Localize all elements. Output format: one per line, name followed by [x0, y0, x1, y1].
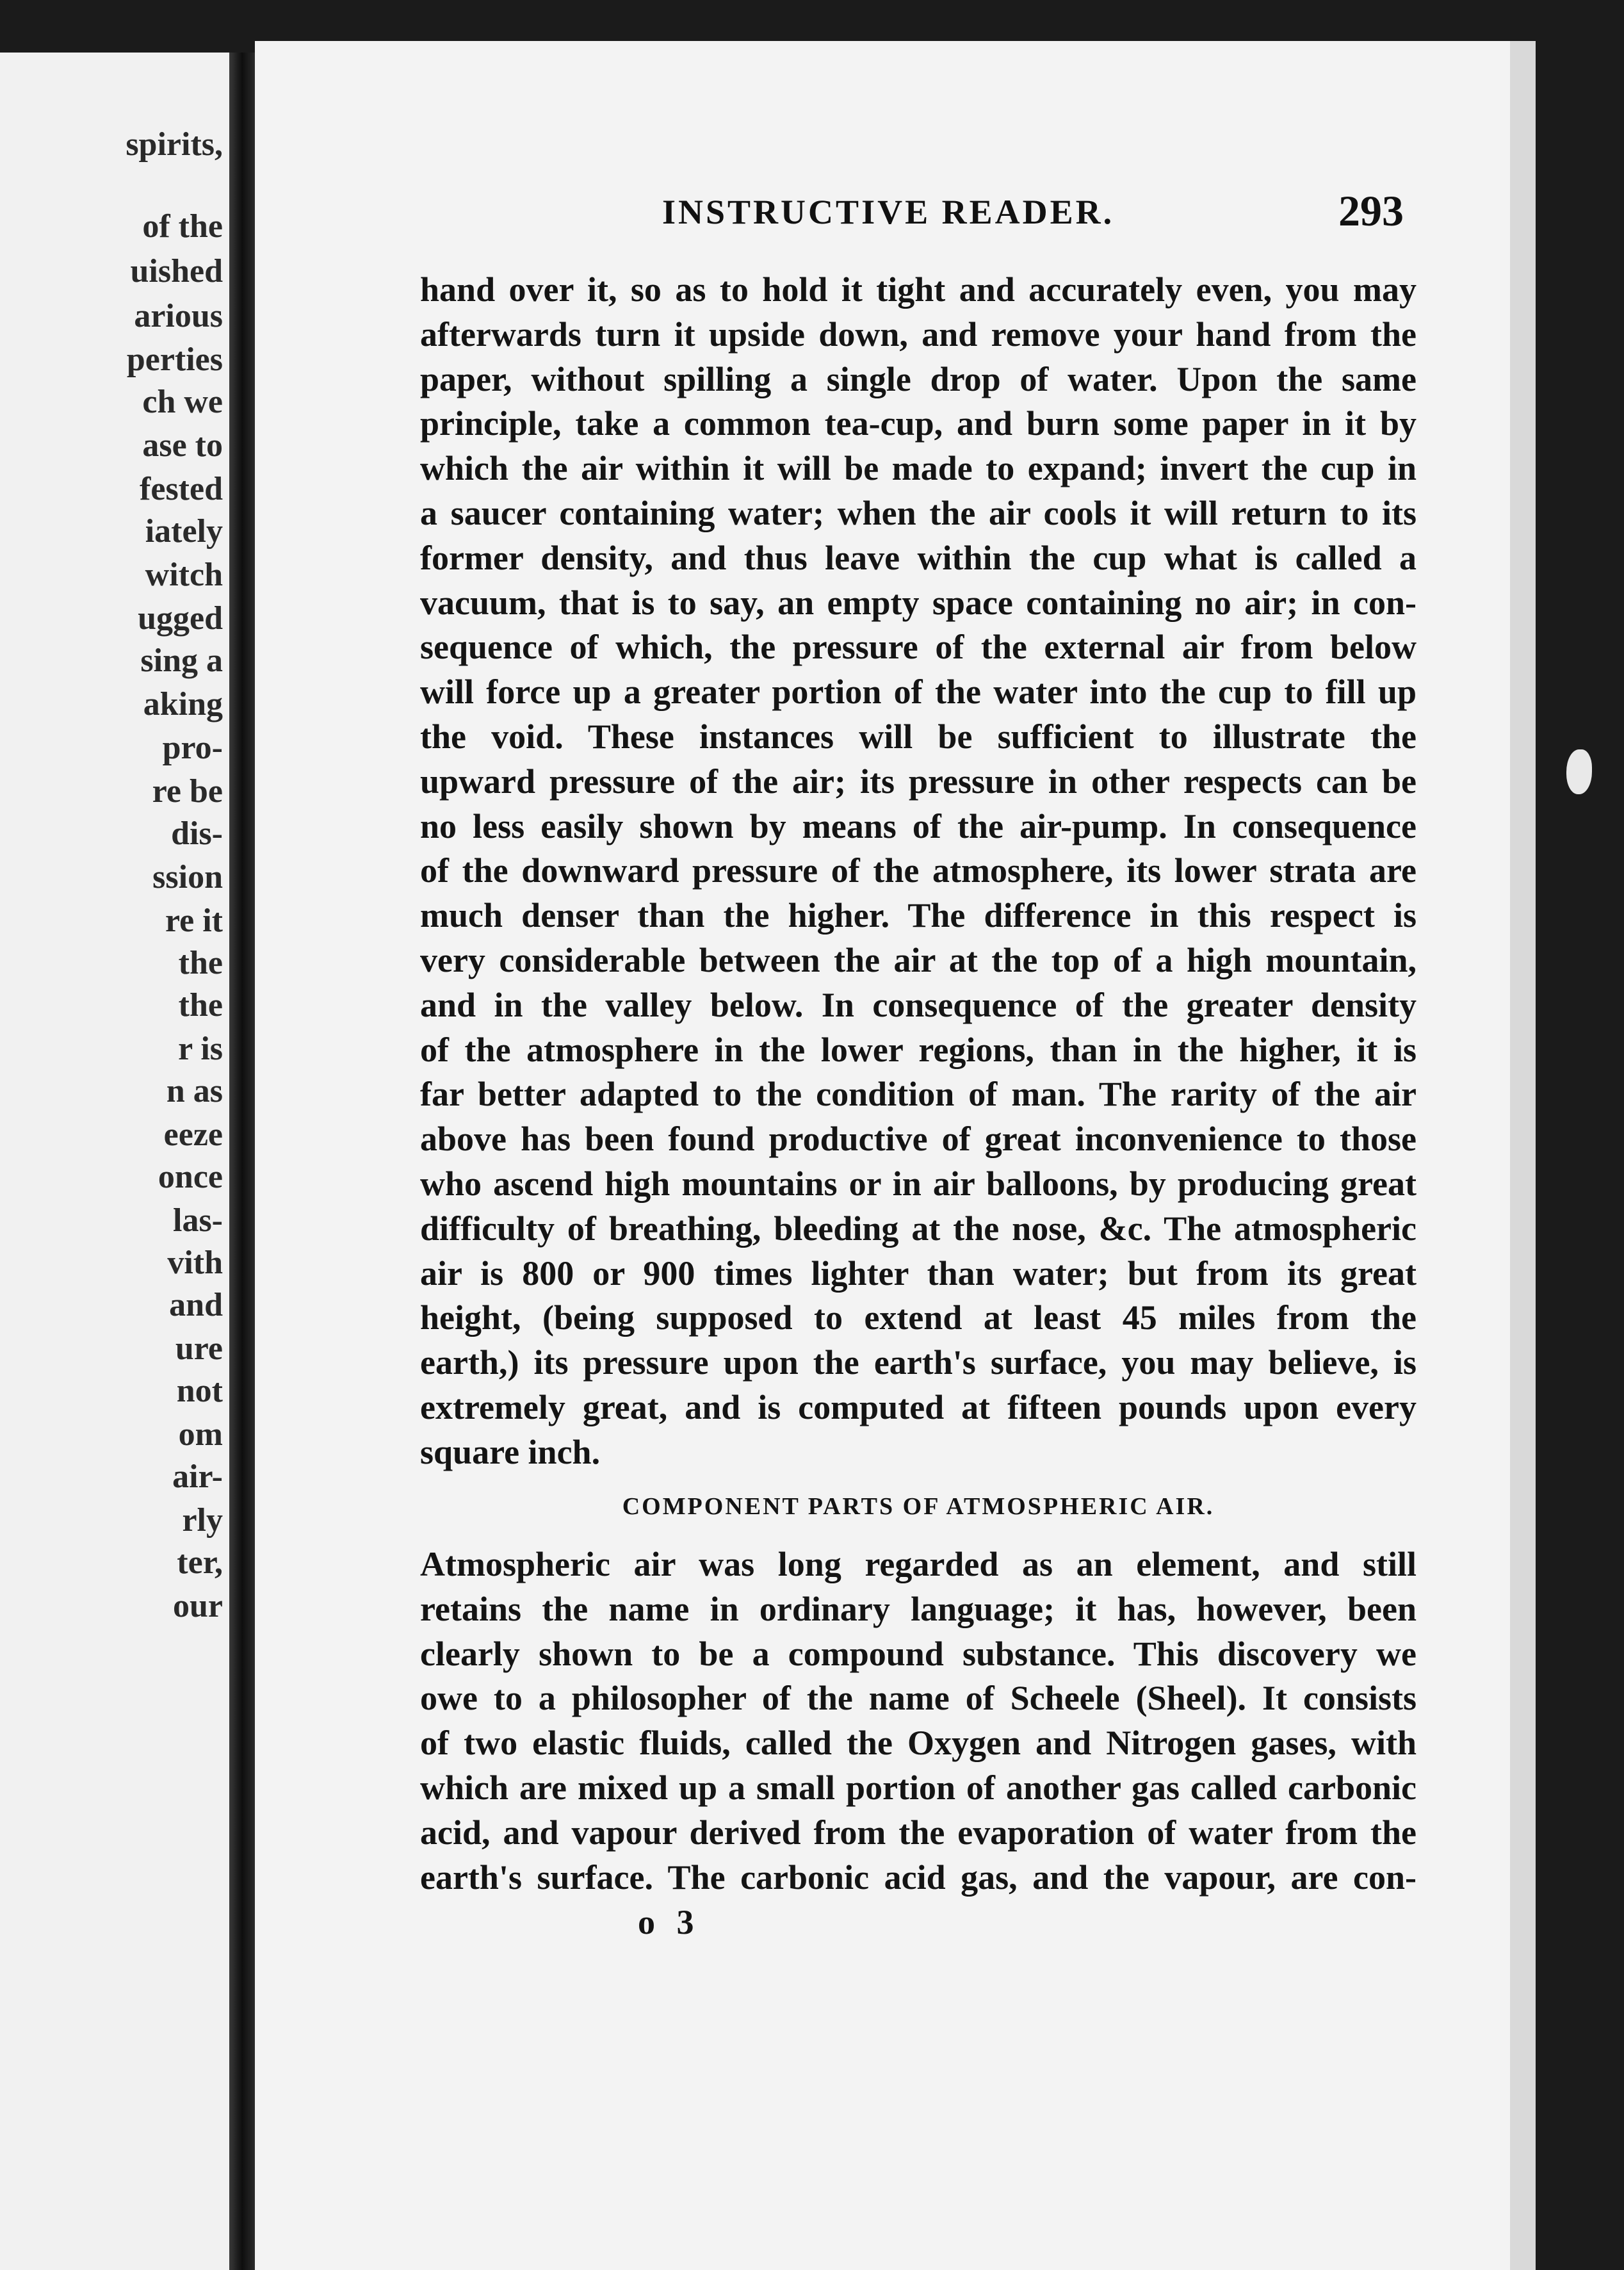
left-facing-page — [0, 53, 229, 2270]
text-line: much denser than the higher. The difference in this respect is — [420, 896, 1417, 935]
text-line: a saucer containing water; when the air cools it will return to its — [420, 493, 1417, 532]
left-page-fragment: our — [173, 1588, 223, 1624]
left-page-fragment: ch we — [142, 384, 223, 420]
left-page-fragment: fested — [140, 471, 223, 507]
text-line: upward pressure of the air; its pressure in other respects can be — [420, 762, 1417, 801]
left-page-fragment: once — [158, 1159, 223, 1195]
page-number: 293 — [1338, 186, 1404, 235]
text-line: vacuum, that is to say, an empty space containing no air; in con- — [420, 583, 1417, 622]
left-page-fragment: eeze — [163, 1116, 223, 1153]
text-line: height, (being supposed to extend at least 45 miles from the — [420, 1298, 1417, 1337]
text-line: Atmospheric air was long regarded as an element, and still — [420, 1545, 1417, 1583]
text-line: owe to a philosopher of the name of Scheele (Sheel). It consists — [420, 1679, 1417, 1718]
text-line: air is 800 or 900 times lighter than water; but from its great — [420, 1253, 1417, 1293]
left-page-fragment: pro- — [162, 730, 223, 766]
left-page-fragment: ugged — [138, 600, 223, 637]
text-line: very considerable between the air at the top of a high mountain, — [420, 940, 1417, 979]
text-line: afterwards turn it upside down, and remove your hand from the — [420, 314, 1417, 354]
left-page-fragment: ase to — [142, 427, 223, 464]
left-page-fragment: n as — [166, 1073, 223, 1109]
text-line: and in the valley below. In consequence of the greater density — [420, 985, 1417, 1024]
book-gutter — [229, 53, 255, 2270]
text-line: principle, take a common tea-cup, and burn some paper in it by — [420, 404, 1417, 443]
paragraph-pressure — [420, 268, 1417, 1475]
running-header: INSTRUCTIVE READER. — [662, 193, 1115, 231]
left-page-fragment: sing a — [140, 642, 223, 679]
left-page-fragment: om — [178, 1416, 223, 1453]
paper-blemish — [1566, 749, 1592, 794]
left-page-fragment: iately — [145, 513, 223, 550]
left-page-fragment: the — [178, 987, 223, 1024]
left-page-fragment: of the — [142, 208, 223, 245]
text-line: difficulty of breathing, bleeding at the nose, &c. The atmospheric — [420, 1209, 1417, 1248]
text-line: paper, without spilling a single drop of water. Upon the same — [420, 359, 1417, 398]
signature-mark: o 3 — [638, 1903, 701, 1941]
left-page-fragment: air- — [172, 1458, 223, 1495]
left-page-fragment: r is — [178, 1031, 223, 1067]
text-line: square inch. — [420, 1432, 601, 1471]
text-line: will force up a greater portion of the water into the cup to fill up — [420, 673, 1417, 712]
paragraph-components — [420, 1542, 1417, 1900]
text-line: retains the name in ordinary language; it has, however, been — [420, 1589, 1417, 1628]
text-line: earth's surface. The carbonic acid gas, and the vapour, are con- — [420, 1858, 1417, 1897]
left-page-fragment: vith — [167, 1245, 223, 1281]
left-page-fragment: rly — [182, 1502, 223, 1539]
left-page-fragment: ter, — [177, 1544, 223, 1581]
left-page-fragment: the — [178, 945, 223, 981]
text-line: acid, and vapour derived from the evaporation of water from the — [420, 1813, 1417, 1852]
left-page-fragment: aking — [143, 686, 223, 723]
text-line: no less easily shown by means of the air-pump. In consequence — [420, 806, 1417, 845]
text-line: of the atmosphere in the lower regions, than in the higher, it is — [420, 1030, 1417, 1069]
left-page-fragment: spirits, — [126, 126, 223, 163]
left-page-fragment: dis- — [171, 815, 223, 852]
section-heading: COMPONENT PARTS OF ATMOSPHERIC AIR. — [622, 1493, 1215, 1520]
left-page-fragment: re be — [152, 773, 223, 810]
left-page-fragment: and — [169, 1287, 223, 1323]
text-line: of the downward pressure of the atmosphere, its lower strata are — [420, 851, 1417, 890]
text-line: of two elastic fluids, called the Oxygen and Nitrogen gases, with — [420, 1724, 1417, 1763]
left-page-fragment: re it — [165, 902, 223, 939]
left-page-fragment: las- — [173, 1202, 223, 1239]
text-line: the void. These instances will be sufficient to illustrate the — [420, 717, 1417, 756]
text-line: sequence of which, the pressure of the external air from below — [420, 628, 1417, 667]
left-page-fragment: ssion — [152, 859, 223, 895]
text-line: which are mixed up a small portion of another gas called carbonic — [420, 1768, 1417, 1807]
text-line: who ascend high mountains or in air balloons, by producing great — [420, 1164, 1417, 1203]
left-page-fragment: perties — [126, 341, 223, 378]
left-page-fragment: not — [176, 1373, 223, 1409]
text-line: clearly shown to be a compound substance. This discovery we — [420, 1634, 1417, 1673]
page-edge — [1510, 41, 1536, 2270]
left-page-fragment: arious — [134, 298, 223, 334]
text-line: far better adapted to the condition of man. The rarity of the air — [420, 1075, 1417, 1114]
text-line: above has been found productive of great inconvenience to those — [420, 1120, 1417, 1159]
text-line: earth,) its pressure upon the earth's surface, you may believe, is — [420, 1343, 1417, 1382]
text-line: extremely great, and is computed at fifteen pounds upon every — [420, 1387, 1417, 1426]
text-line: former density, and thus leave within the cup what is called a — [420, 538, 1417, 577]
left-page-fragment: uished — [130, 253, 223, 290]
text-line: which the air within it will be made to expand; invert the cup in — [420, 449, 1417, 488]
text-line: hand over it, so as to hold it tight and accurately even, you may — [420, 270, 1417, 309]
left-page-fragment: ure — [175, 1330, 223, 1367]
left-page-fragment: witch — [145, 557, 223, 593]
